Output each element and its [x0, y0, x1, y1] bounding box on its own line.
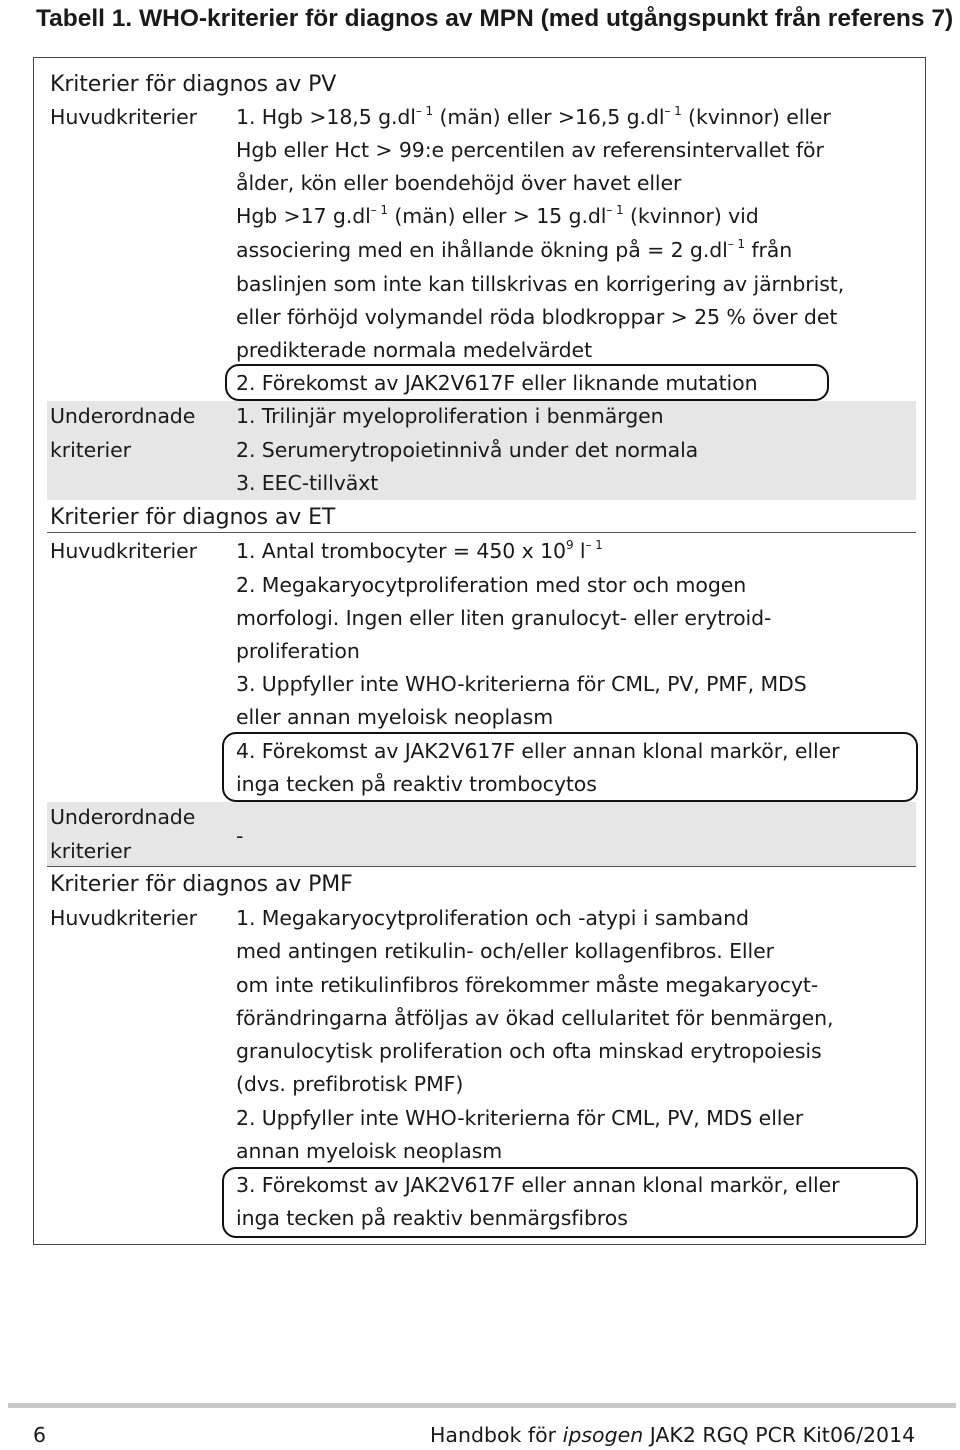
- pv-major-line: predikterade normala medelvärdet: [236, 338, 593, 362]
- pmf-major-label: Huvudkriterier: [50, 906, 197, 930]
- pv-major-label: Huvudkriterier: [50, 105, 197, 129]
- et-major-label: Huvudkriterier: [50, 539, 197, 563]
- pv-minor-label: kriterier: [50, 438, 131, 462]
- pmf-major-line: förändringarna åtföljas av ökad cellularitet för benmärgen,: [236, 1006, 834, 1030]
- pv-jak2-highlight: [225, 364, 829, 401]
- pv-major-line: eller förhöjd volymandel röda blodkroppar > 25 % över det: [236, 305, 838, 329]
- pmf-jak2-highlight: [222, 1167, 918, 1238]
- footer-rule: [8, 1403, 956, 1408]
- pmf-major-line: om inte retikulinfibros förekommer måste megakaryocyt-: [236, 973, 819, 997]
- pmf-major-line: med antingen retikulin- och/eller kollagenfibros. Eller: [236, 939, 774, 963]
- pmf-major-line: (dvs. prefibrotisk PMF): [236, 1072, 464, 1096]
- pmf-major-line: 3. Förekomst av JAK2V617F eller annan klonal markör, eller: [236, 1173, 840, 1197]
- et-major-line: 2. Megakaryocytproliferation med stor och mogen: [236, 573, 747, 597]
- pv-heading: Kriterier för diagnos av PV: [50, 72, 337, 97]
- pmf-major-line: inga tecken på reaktiv benmärgsfibros: [236, 1206, 628, 1230]
- table-title: Tabell 1. WHO-kriterier för diagnos av MPN (med utgångspunkt från referens 7): [36, 5, 954, 32]
- pmf-major-line: 1. Megakaryocytproliferation och -atypi i samband: [236, 906, 749, 930]
- et-major-line: 1. Antal trombocyter = 450 x $10^9$ $l^{- 1}$: [236, 538, 603, 563]
- pmf-major-line: granulocytisk proliferation och ofta minskad erytropoiesis: [236, 1039, 822, 1063]
- et-major-line: morfologi. Ingen eller liten granulocyt- eller erytroid-: [236, 606, 772, 630]
- pv-major-line: 2. Förekomst av JAK2V617F eller liknande mutation: [236, 371, 758, 395]
- divider: [47, 866, 916, 867]
- pv-minor-label: Underordnade: [50, 404, 196, 428]
- pv-minor-line: 3. EEC-tillväxt: [236, 471, 379, 495]
- et-jak2-highlight: [222, 732, 918, 802]
- footer-date: 06/2014: [830, 1423, 916, 1447]
- pv-major-line: baslinjen som inte kan tillskrivas en korrigering av järnbrist,: [236, 272, 845, 296]
- pmf-major-line: annan myeloisk neoplasm: [236, 1139, 503, 1163]
- pv-minor-line: 2. Serumerytropoietinnivå under det normala: [236, 438, 699, 462]
- et-minor-label: Underordnade: [50, 805, 196, 829]
- pv-major-line: 1. Hgb >18,5 $g.dl^{- 1}$ (män) eller >16,5 $g.dl^{- 1}$ (kvinnor) eller: [236, 104, 831, 129]
- pv-minor-line: 1. Trilinjär myeloproliferation i benmärgen: [236, 404, 664, 428]
- et-major-line: 4. Förekomst av JAK2V617F eller annan klonal markör, eller: [236, 739, 840, 763]
- et-minor-value: -: [236, 824, 244, 848]
- page-number: 6: [33, 1423, 47, 1447]
- et-minor-label: kriterier: [50, 839, 131, 863]
- pv-major-line: Hgb >17 $g.dl^{- 1}$ (män) eller > 15 $g.dl^{- 1}$ (kvinnor) vid: [236, 203, 759, 228]
- et-major-line: eller annan myeloisk neoplasm: [236, 705, 554, 729]
- pmf-major-line: 2. Uppfyller inte WHO-kriterierna för CML, PV, MDS eller: [236, 1106, 804, 1130]
- et-major-line: 3. Uppfyller inte WHO-kriterierna för CML, PV, PMF, MDS: [236, 672, 807, 696]
- et-major-line: proliferation: [236, 639, 360, 663]
- pv-major-line: Hgb eller Hct > 99:e percentilen av referensintervallet för: [236, 138, 824, 162]
- et-heading: Kriterier för diagnos av ET: [50, 505, 336, 530]
- et-major-line: inga tecken på reaktiv trombocytos: [236, 772, 597, 796]
- pmf-heading: Kriterier för diagnos av PMF: [50, 872, 353, 897]
- footer-title: Handbok för ipsogen JAK2 RGQ PCR Kit: [430, 1423, 830, 1447]
- pv-major-line: ålder, kön eller boendehöjd över havet eller: [236, 171, 682, 195]
- pv-major-line: associering med en ihållande ökning på = 2 $g.dl^{- 1}$ från: [236, 237, 793, 262]
